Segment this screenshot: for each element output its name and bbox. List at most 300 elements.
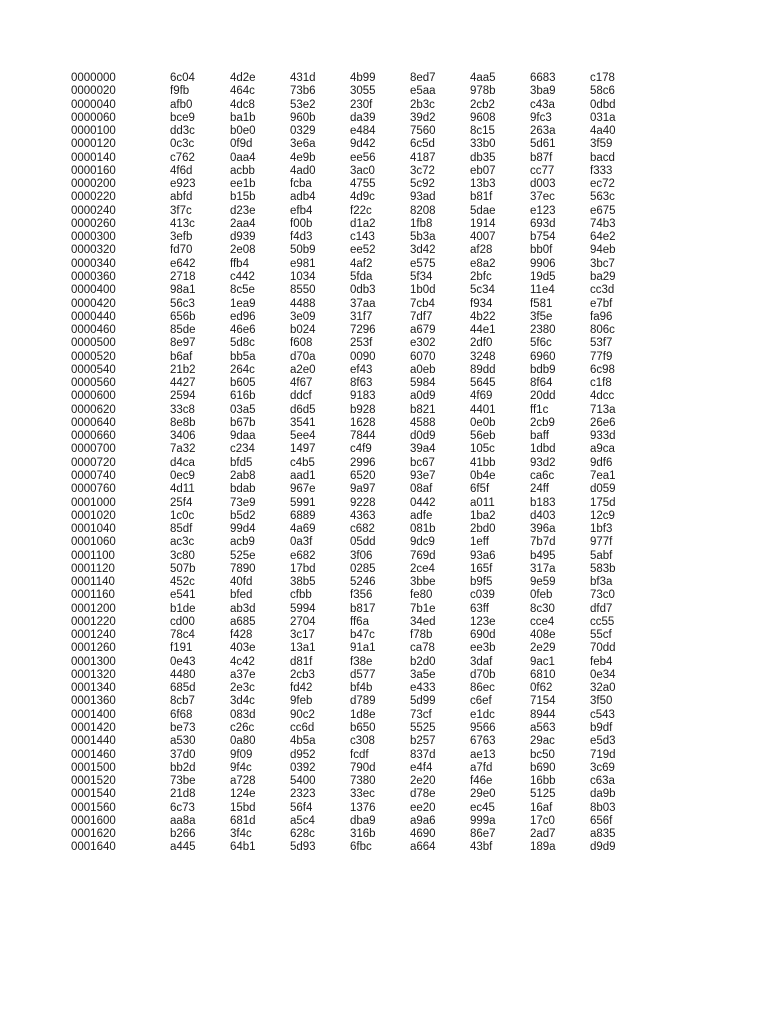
hex-word: 78c4 <box>170 629 195 642</box>
hex-word: b1de <box>170 602 196 615</box>
row-address: 0000000 <box>71 72 116 84</box>
hex-word: 3055 <box>350 85 376 98</box>
hex-word: 16bb <box>530 775 556 788</box>
hex-word: cc6d <box>290 722 315 735</box>
hex-word: 53e2 <box>290 98 316 111</box>
hex-word: 17bd <box>290 562 316 575</box>
dump-row <box>71 231 650 244</box>
hex-word: d003 <box>530 178 556 191</box>
hex-word: 1b0d <box>410 284 436 297</box>
hex-word: 21b2 <box>170 363 196 376</box>
hex-word: 0e34 <box>590 668 616 681</box>
hex-word: 3daf <box>470 655 493 668</box>
row-address: 0000320 <box>71 244 116 257</box>
hex-word: bf3a <box>590 576 613 589</box>
row-address: 0000740 <box>71 469 116 482</box>
hex-word: 263a <box>530 125 556 138</box>
hex-word: 403e <box>230 642 256 655</box>
hex-word: 44e1 <box>470 324 496 337</box>
hex-word: 5645 <box>470 377 496 390</box>
hex-word: 5991 <box>290 496 316 509</box>
hex-word: 37d0 <box>170 748 196 761</box>
hex-word: 4a69 <box>290 523 316 536</box>
hex-word: 2718 <box>170 270 196 283</box>
hex-word: ddcf <box>290 390 312 403</box>
hex-word: 56c3 <box>170 297 195 310</box>
hex-word: adfe <box>410 509 433 522</box>
hex-word: b605 <box>230 377 256 390</box>
dump-row <box>71 642 650 655</box>
hex-word: 55cf <box>590 629 612 642</box>
hex-word: e541 <box>170 589 196 602</box>
hex-word: b928 <box>350 403 376 416</box>
row-address: 0000460 <box>71 324 116 337</box>
hex-word: acbb <box>230 164 255 177</box>
hex-word: 1914 <box>470 217 496 230</box>
dump-row <box>71 377 650 390</box>
hex-word: 1034 <box>290 270 316 283</box>
row-address: 0000100 <box>71 125 116 138</box>
hex-word: 4f6d <box>170 164 193 177</box>
hex-word: 3d4c <box>230 695 255 708</box>
hex-word: af28 <box>470 244 493 257</box>
hex-word: a530 <box>170 735 196 748</box>
hex-word: dd3c <box>170 125 195 138</box>
dump-row <box>71 762 650 775</box>
hex-word: 4755 <box>350 178 376 191</box>
hex-word: 4c42 <box>230 655 255 668</box>
dump-row <box>71 430 650 443</box>
dump-row <box>71 125 650 138</box>
hex-word: d78e <box>410 788 436 801</box>
hex-word: 85de <box>170 324 196 337</box>
hex-word: 9daa <box>230 430 256 443</box>
hex-word: be73 <box>170 722 196 735</box>
dump-row <box>71 178 650 191</box>
dump-row <box>71 563 650 576</box>
hex-word: b495 <box>530 549 556 562</box>
hex-word: 7df7 <box>410 310 433 323</box>
hex-word: b0e0 <box>230 125 256 138</box>
hex-word: 6070 <box>410 350 436 363</box>
hex-word: a685 <box>230 615 256 628</box>
hex-word: 26e6 <box>590 416 616 429</box>
hex-word: b47c <box>350 629 375 642</box>
hex-word: 5994 <box>290 602 316 615</box>
hex-word: ee1b <box>230 178 256 191</box>
hex-word: c308 <box>350 735 375 748</box>
hex-word: 9df6 <box>590 456 613 469</box>
hex-word: 6f68 <box>170 708 193 721</box>
row-address: 0001100 <box>71 549 115 562</box>
hex-word: 5984 <box>410 377 436 390</box>
hex-word: c43a <box>530 98 555 111</box>
hex-word: b9f5 <box>470 576 493 589</box>
hex-word: cfbb <box>290 589 312 602</box>
hex-word: ab3d <box>230 602 256 615</box>
hex-word: 8208 <box>410 204 436 217</box>
hex-word: 4af2 <box>350 257 373 270</box>
hex-word: 2380 <box>530 324 556 337</box>
dump-row <box>71 523 650 536</box>
dump-row <box>71 510 650 523</box>
row-address: 0001040 <box>71 523 116 536</box>
row-address: 0001600 <box>71 814 116 827</box>
hex-word: 230f <box>350 98 373 111</box>
hex-word: f00b <box>290 217 313 230</box>
hex-word: a445 <box>170 841 196 854</box>
hex-word: d70b <box>470 668 496 681</box>
hex-word: 3ba9 <box>530 85 556 98</box>
hex-word: 31f7 <box>350 310 373 323</box>
hex-word: 3c80 <box>170 549 195 562</box>
row-address: 0001540 <box>71 788 116 801</box>
row-address: 0001340 <box>71 682 116 695</box>
dump-row <box>71 536 650 549</box>
row-address: 0001420 <box>71 722 116 735</box>
hex-word: 8c30 <box>530 602 555 615</box>
row-address: 0001560 <box>71 801 116 814</box>
hex-word: 24ff <box>530 483 549 496</box>
hex-word: 9183 <box>350 390 376 403</box>
hex-word: fcdf <box>350 748 369 761</box>
hex-word: c26c <box>230 722 255 735</box>
dump-row <box>71 191 650 204</box>
hex-word: 2b3c <box>410 98 435 111</box>
hex-word: ba29 <box>590 270 616 283</box>
hex-word: a664 <box>410 841 436 854</box>
hex-word: 0c3c <box>170 138 195 151</box>
hex-word: a679 <box>410 324 436 337</box>
hex-word: 4488 <box>290 297 316 310</box>
hex-word: 5d8c <box>230 337 255 350</box>
hex-word: 769d <box>410 549 436 562</box>
hex-word: 7844 <box>350 430 376 443</box>
hex-word: 9fc3 <box>530 111 552 124</box>
row-address: 0000400 <box>71 284 116 297</box>
hex-word: 5d93 <box>290 841 316 854</box>
dump-row <box>71 72 650 85</box>
hex-word: c4f9 <box>350 443 372 456</box>
hex-word: a0d9 <box>410 390 436 403</box>
hex-word: 3f4c <box>230 828 252 841</box>
hex-word: 13b3 <box>470 178 496 191</box>
hex-word: c234 <box>230 443 255 456</box>
hex-word: e5d3 <box>590 735 616 748</box>
hex-word: ff6a <box>350 615 369 628</box>
hex-word: 656b <box>170 310 196 323</box>
hex-word: e642 <box>170 257 196 270</box>
hex-word: 6c04 <box>170 72 195 84</box>
hex-word: b183 <box>530 496 556 509</box>
hex-word: e123 <box>530 204 556 217</box>
dump-row <box>71 656 650 669</box>
hex-word: f428 <box>230 629 253 642</box>
hex-word: 7b7d <box>530 536 556 549</box>
hex-word: 4401 <box>470 403 496 416</box>
hex-word: 5246 <box>350 576 376 589</box>
hex-word: 5f34 <box>410 270 433 283</box>
hex-word: 86ec <box>470 682 495 695</box>
hex-word: f4d3 <box>290 231 313 244</box>
dump-row <box>71 815 650 828</box>
hex-word: 4b99 <box>350 72 376 84</box>
hex-word: a011 <box>470 496 495 509</box>
hex-word: c039 <box>470 589 495 602</box>
row-address: 0001520 <box>71 775 116 788</box>
hex-word: 64e2 <box>590 231 616 244</box>
hex-word: 8550 <box>290 284 316 297</box>
hex-word: 8c5e <box>230 284 255 297</box>
hex-word: 0f9d <box>230 138 253 151</box>
hex-word: 933d <box>590 430 616 443</box>
hex-word: bfed <box>230 589 253 602</box>
dump-row <box>71 669 650 682</box>
hex-word: cc3d <box>590 284 615 297</box>
row-address: 0000760 <box>71 483 116 496</box>
hex-word: 8ed7 <box>410 72 436 84</box>
hex-word: 34ed <box>410 615 436 628</box>
hex-word: acb9 <box>230 536 255 549</box>
hex-word: 0090 <box>350 350 376 363</box>
hex-word: 2704 <box>290 615 316 628</box>
hex-word: 9906 <box>530 257 556 270</box>
hex-word: 0db3 <box>350 284 376 297</box>
hex-word: 0329 <box>290 125 316 138</box>
dump-row <box>71 841 650 854</box>
hex-word: 2594 <box>170 390 196 403</box>
hex-word: 464c <box>230 85 255 98</box>
hex-word: 5dae <box>470 204 496 217</box>
dump-row <box>71 138 650 151</box>
hex-word: cd00 <box>170 615 195 628</box>
dump-row <box>71 788 650 801</box>
row-address: 0001320 <box>71 668 116 681</box>
hex-word: efb4 <box>290 204 313 217</box>
hex-word: c143 <box>350 231 375 244</box>
dump-row <box>71 165 650 178</box>
hex-word: bacd <box>590 151 615 164</box>
hex-word: 0285 <box>350 562 376 575</box>
hex-word: 5c34 <box>470 284 495 297</box>
hex-word: 9608 <box>470 111 496 124</box>
hex-word: 2ad7 <box>530 828 556 841</box>
row-address: 0001360 <box>71 695 116 708</box>
hex-word: bb5a <box>230 350 256 363</box>
row-address: 0001460 <box>71 748 116 761</box>
hex-word: f46e <box>470 775 493 788</box>
row-address: 0000520 <box>71 350 116 363</box>
row-address: 0000560 <box>71 377 116 390</box>
hex-word: d70a <box>290 350 316 363</box>
hex-word: 0aa4 <box>230 151 256 164</box>
hex-word: 031a <box>590 111 616 124</box>
hex-word: 4d9c <box>350 191 375 204</box>
dump-row <box>71 616 650 629</box>
dump-row <box>71 470 650 483</box>
hex-word: c762 <box>170 151 195 164</box>
hex-word: 3bc7 <box>590 257 615 270</box>
dump-row <box>71 576 650 589</box>
hex-word: b15b <box>230 191 256 204</box>
hex-word: 253f <box>350 337 373 350</box>
row-address: 0000640 <box>71 416 116 429</box>
hex-word: 806c <box>590 324 615 337</box>
hex-word: 4d2e <box>230 72 256 84</box>
dump-row <box>71 695 650 708</box>
hex-word: 4b22 <box>470 310 496 323</box>
dump-row <box>71 99 650 112</box>
hex-word: b257 <box>410 735 436 748</box>
hex-word: d4ca <box>170 456 195 469</box>
hex-word: 8e8b <box>170 416 196 429</box>
row-address: 0000500 <box>71 337 116 350</box>
hex-word: 2e29 <box>530 642 556 655</box>
hex-word: b5d2 <box>230 509 256 522</box>
hex-word: 46e6 <box>230 324 256 337</box>
hex-word: 3a5e <box>410 668 436 681</box>
hex-word: ae13 <box>470 748 496 761</box>
hex-word: fa96 <box>590 310 613 323</box>
hex-word: 73c0 <box>590 589 615 602</box>
hex-word: d6d5 <box>290 403 316 416</box>
hex-word: 8944 <box>530 708 556 721</box>
hex-word: 5525 <box>410 722 436 735</box>
hex-word: bc67 <box>410 456 435 469</box>
hex-word: 165f <box>470 562 493 575</box>
dump-row <box>71 311 650 324</box>
hex-word: 7890 <box>230 562 256 575</box>
hex-word: 21d8 <box>170 788 196 801</box>
dump-row <box>71 589 650 602</box>
hex-word: ca6c <box>530 469 555 482</box>
hex-word: d0d9 <box>410 430 436 443</box>
hex-word: d23e <box>230 204 256 217</box>
hex-word: 4b5a <box>290 735 316 748</box>
hex-word: bb0f <box>530 244 553 257</box>
hex-word: 2df0 <box>470 337 493 350</box>
hex-word: 8c15 <box>470 125 495 138</box>
hex-word: b2d0 <box>410 655 436 668</box>
hex-word: b821 <box>410 403 436 416</box>
hex-word: 05dd <box>350 536 376 549</box>
hex-word: c682 <box>350 523 375 536</box>
hex-word: 1c0c <box>170 509 195 522</box>
hex-word: aa8a <box>170 814 196 827</box>
hex-word: 7ea1 <box>590 469 616 482</box>
hex-word: db35 <box>470 151 496 164</box>
hex-word: 9ac1 <box>530 655 555 668</box>
dump-row <box>71 390 650 403</box>
hex-word: 4f67 <box>290 377 313 390</box>
hex-word: 29e0 <box>470 788 496 801</box>
hex-word: 7560 <box>410 125 436 138</box>
hex-word: 3f7c <box>170 204 192 217</box>
hex-word: 583b <box>590 562 616 575</box>
row-address: 0001060 <box>71 536 116 549</box>
hex-word: 189a <box>530 841 556 854</box>
hex-word: 6810 <box>530 668 556 681</box>
hex-word: f333 <box>590 164 613 177</box>
hex-word: 11e4 <box>530 284 555 297</box>
hex-word: 74b3 <box>590 217 616 230</box>
hex-word: fcba <box>290 178 312 191</box>
hex-word: 0dbd <box>590 98 616 111</box>
hex-word: 3f59 <box>590 138 613 151</box>
hex-word: b6af <box>170 350 193 363</box>
hex-word: ed96 <box>230 310 256 323</box>
hex-word: 2e3c <box>230 682 255 695</box>
hex-word: e7bf <box>590 297 613 310</box>
hex-word: 3406 <box>170 430 196 443</box>
hex-word: 3c72 <box>410 164 435 177</box>
hex-word: 3ac0 <box>350 164 375 177</box>
hex-word: 7380 <box>350 775 376 788</box>
hex-word: 0a80 <box>230 735 256 748</box>
hex-word: 790d <box>350 761 376 774</box>
hex-word: d577 <box>350 668 376 681</box>
hex-word: 94eb <box>590 244 616 257</box>
hex-word: b024 <box>290 324 316 337</box>
hex-word: afb0 <box>170 98 193 111</box>
hex-word: bc50 <box>530 748 555 761</box>
row-address: 0000340 <box>71 257 116 270</box>
hex-word: 93a6 <box>470 549 496 562</box>
hex-word: ff1c <box>530 403 549 416</box>
hex-word: 38b5 <box>290 576 316 589</box>
hex-word: 6c5d <box>410 138 435 151</box>
hex-word: dfd7 <box>590 602 613 615</box>
hex-word: 396a <box>530 523 556 536</box>
hex-word: 2bfc <box>470 270 492 283</box>
hex-word: 3efb <box>170 231 193 244</box>
row-address: 0000300 <box>71 231 116 244</box>
hex-word: da39 <box>350 111 376 124</box>
row-address: 0000720 <box>71 456 116 469</box>
hex-word: e981 <box>290 257 316 270</box>
hex-word: ee3b <box>470 642 496 655</box>
hex-word: 967e <box>290 483 316 496</box>
hex-word: 3c17 <box>290 629 315 642</box>
hex-word: 4ad0 <box>290 164 316 177</box>
hex-word: d789 <box>350 695 376 708</box>
hex-word: 3e6a <box>290 138 316 151</box>
hex-word: b754 <box>530 231 556 244</box>
hex-word: e484 <box>350 125 376 138</box>
hex-word: b690 <box>530 761 556 774</box>
hex-word: 9feb <box>290 695 313 708</box>
dump-row <box>71 271 650 284</box>
hex-word: c543 <box>590 708 615 721</box>
dump-row <box>71 112 650 125</box>
row-address: 0000220 <box>71 191 116 204</box>
hex-word: b650 <box>350 722 376 735</box>
hex-word: 93d2 <box>530 456 556 469</box>
hex-word: f356 <box>350 589 373 602</box>
hex-word: 8f63 <box>350 377 373 390</box>
hex-word: 9dc9 <box>410 536 435 549</box>
hex-word: a835 <box>590 828 616 841</box>
hex-word: 977f <box>590 536 613 549</box>
hex-word: 86e7 <box>470 828 496 841</box>
dump-row <box>71 775 650 788</box>
hex-word: 9228 <box>350 496 376 509</box>
dump-row <box>71 417 650 430</box>
hex-word: 89dd <box>470 363 496 376</box>
hex-word: 837d <box>410 748 436 761</box>
dump-row <box>71 709 650 722</box>
hex-word: 5c92 <box>410 178 435 191</box>
